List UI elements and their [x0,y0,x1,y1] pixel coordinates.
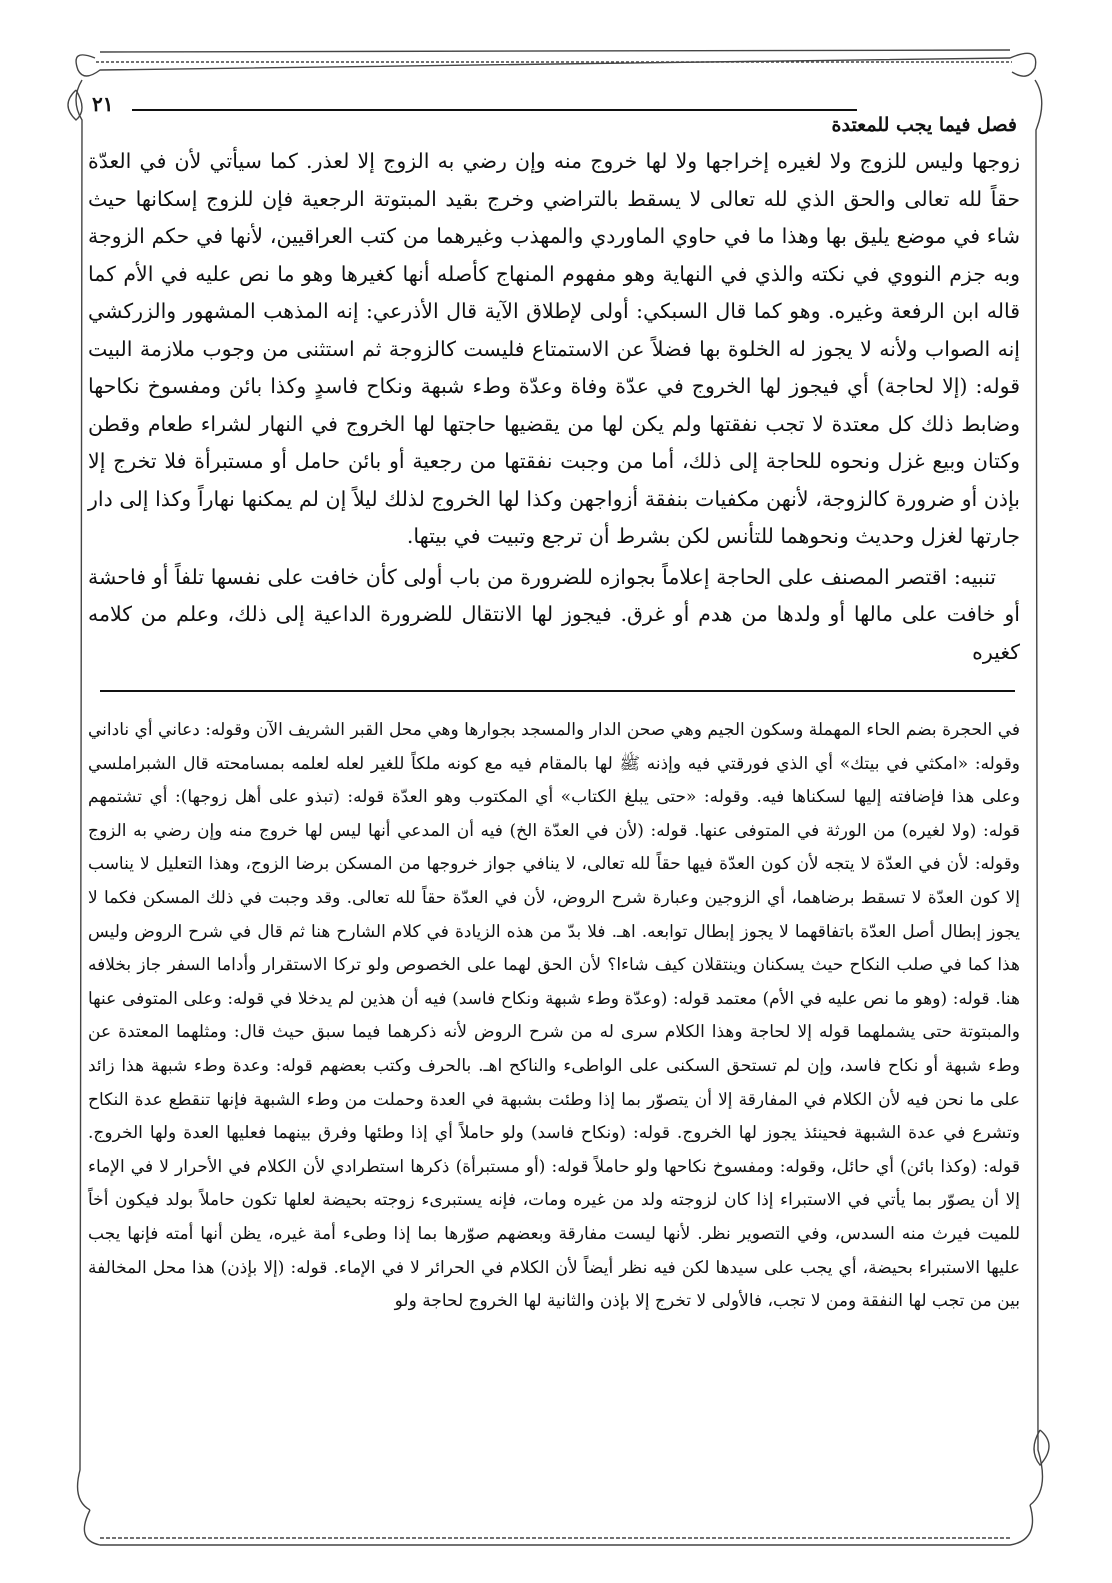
header-rule [132,109,857,111]
page-header [92,92,1017,142]
footnote-separator [100,690,1015,692]
section-title: فصل فيما يجب للمعتدة [831,114,1017,136]
commentary-text [88,714,1020,1319]
main-paragraph-note: تنبيه: اقتصر المصنف على الحاجة إعلاماً بجوازه للضرورة من باب أولى كأن خافت على نفسها تلفاً أو فاحشة أو خافت على مالها أو ولدها من هدم أو غرق. فيجوز لها الانتقال للضرورة الداعية إلى ذلك، وعلم من كلامه كغيره [88,564,1020,664]
page-number: ٢١ [92,92,114,116]
main-paragraph: زوجها وليس للزوج ولا لغيره إخراجها ولا لها خروج منه وإن رضي به الزوج إلا لعذر. كما سيأتي لأن في العدّة حقاً لله تعالى والحق الذي لله تعالى لا يسقط بالتراضي وخرج بقيد المبتوتة الرجعية فإن للزوج إسكانها حيث شاء في موضع يليق بها وهذا ما في حاوي الماوردي والمهذب وغيرهما من كتب العراقيين، لأنها في حكم الزوجة وبه جزم النووي في نكته والذي في النهاية وهو مفهوم المنهاج كأصله أنها كغيرها وهو ما نص عليه في الأم كما قاله ابن الرفعة وغيره. وهو كما قال السبكي: أولى لإطلاق الآية قال الأذرعي: إنه المذهب المشهور والزركشي إنه الصواب ولأنه لا يجوز له الخلوة بها فضلاً عن الاستمتاع فليست كالزوجة ثم استثنى من وجوب ملازمة البيت قوله: (إلا لحاجة) أي فيجوز لها الخروج في عدّة وفاة وعدّة وطء شبهة ونكاح فاسدٍ وكذا بائن ومفسوخ نكاحها وضابط ذلك كل معتدة لا تجب نفقتها ولم يكن لها من يقضيها حاجتها لها الخروج في النهار لشراء طعام وقطن وكتان وبيع غزل ونحوه للحاجة إلى ذلك، أما من وجبت نفقتها من رجعية أو بائن حامل أو مستبرأة فلا تخرج إلا بإذن أو ضرورة كالزوجة، لأنهن مكفيات بنفقة أزواجهن وكذا لها الخروج لذلك ليلاً إن لم يمكنها نهاراً وكذا إلى دار جارتها لغزل وحديث ونحوهما للتأنس لكن بشرط أن ترجع وتبيت في بيتها. [88,149,1020,548]
main-text [88,143,1020,671]
commentary-paragraph: في الحجرة بضم الحاء المهملة وسكون الجيم وهي صحن الدار والمسجد بجوارها وهي محل القبر الشريف الآن وقوله: دعاني أي ناداني وقوله: «امكثي في بيتك» أي الذي فورقتي فيه وإذنه ﷺ لها بالمقام فيه مع كونه ملكاً للغير لعله لعلمه بمسامحته قال الشبراملسي وعلى هذا فإضافته إليها لسكناها فيه. وقوله: «حتى يبلغ الكتاب» أي المكتوب وهو العدّة قوله: (تبذو على أهل زوجها): أي تشتمهم قوله: (ولا لغيره) من الورثة في المتوفى عنها. قوله: (لأن في العدّة الخ) فيه أن المدعي أنها ليس لها خروج منه وإن رضي به الزوج وقوله: لأن في العدّة لا يتجه لأن كون العدّة فيها حقاً لله تعالى، لا ينافي جواز خروجها من المسكن برضا الزوج، وهذا التعليل لا يناسب إلا كون العدّة لا تسقط برضاهما، أي الزوجين وعبارة شرح الروض، لأن في العدّة حقاً لله تعالى. وقد وجبت في ذلك المسكن فكما لا يجوز إبطال أصل العدّة باتفاقهما لا يجوز إبطال توابعه. اهـ. فلا بدّ من هذه الزيادة في كلام الشارح هنا ثم قال في شرح الروض وليس هذا كما في صلب النكاح حيث يسكنان وينتقلان كيف شاءا؟ لأن الحق لهما على الخصوص ولو تركا الاستقرار وأداما السفر جاز بخلافه هنا. قوله: (وهو ما نص عليه في الأم) معتمد قوله: (وعدّة وطء شبهة ونكاح فاسد) فيه أن هذين لم يدخلا في قوله: وعلى المتوفى عنها والمبتوتة حتى يشملهما قوله إلا لحاجة وهذا الكلام سرى له من شرح الروض لأنه ذكرهما فيما سبق حيث قال: ومثلهما المعتدة عن وطء شبهة أو نكاح فاسد، وإن لم تستحق السكنى على الواطىء والناكح اهـ. بالحرف وكتب بعضهم قوله: وعدة وطء شبهة هذا زائد على ما نحن فيه لأن الكلام في المفارقة إلا أن يتصوّر بما إذا وطئت بشبهة في العدة وحملت من وطء الشبهة فإنها تنقطع عدة النكاح وتشرع في عدة الشبهة فحينئذ يجوز لها الخروج. قوله: (ونكاح فاسد) ولو حاملاً أي إذا وطئها وفرق بينهما فعليها العدة ولها الخروج. قوله: (وكذا بائن) أي حائل، وقوله: ومفسوخ نكاحها ولو حاملاً قوله: (أو مستبرأة) ذكرها استطرادي لأن الكلام في الأحرار لا في الإماء إلا أن يصوّر بما يأتي في الاستبراء إذا كان لزوجته ولد من غيره ومات، فإنه يستبرىء زوجته بحيضة لعلها تكون حاملاً بولد فيكون أخاً للميت فيرث منه السدس، وفي التصوير نظر. لأنها ليست مفارقة وبعضهم صوّرها بما إذا وطىء أمة غيره، يظن أنها أمته فإنها يجب عليها الاستبراء بحيضة، أي يجب على سيدها لكن فيه نظر أيضاً لأن الكلام في الحرائر لا في الإماء. قوله: (إلا بإذن) هذا محل المخالفة بين من تجب لها النفقة ومن لا تجب، فالأولى لا تخرج إلا بإذن والثانية لها الخروج لحاجة ولو [88,720,1020,1312]
